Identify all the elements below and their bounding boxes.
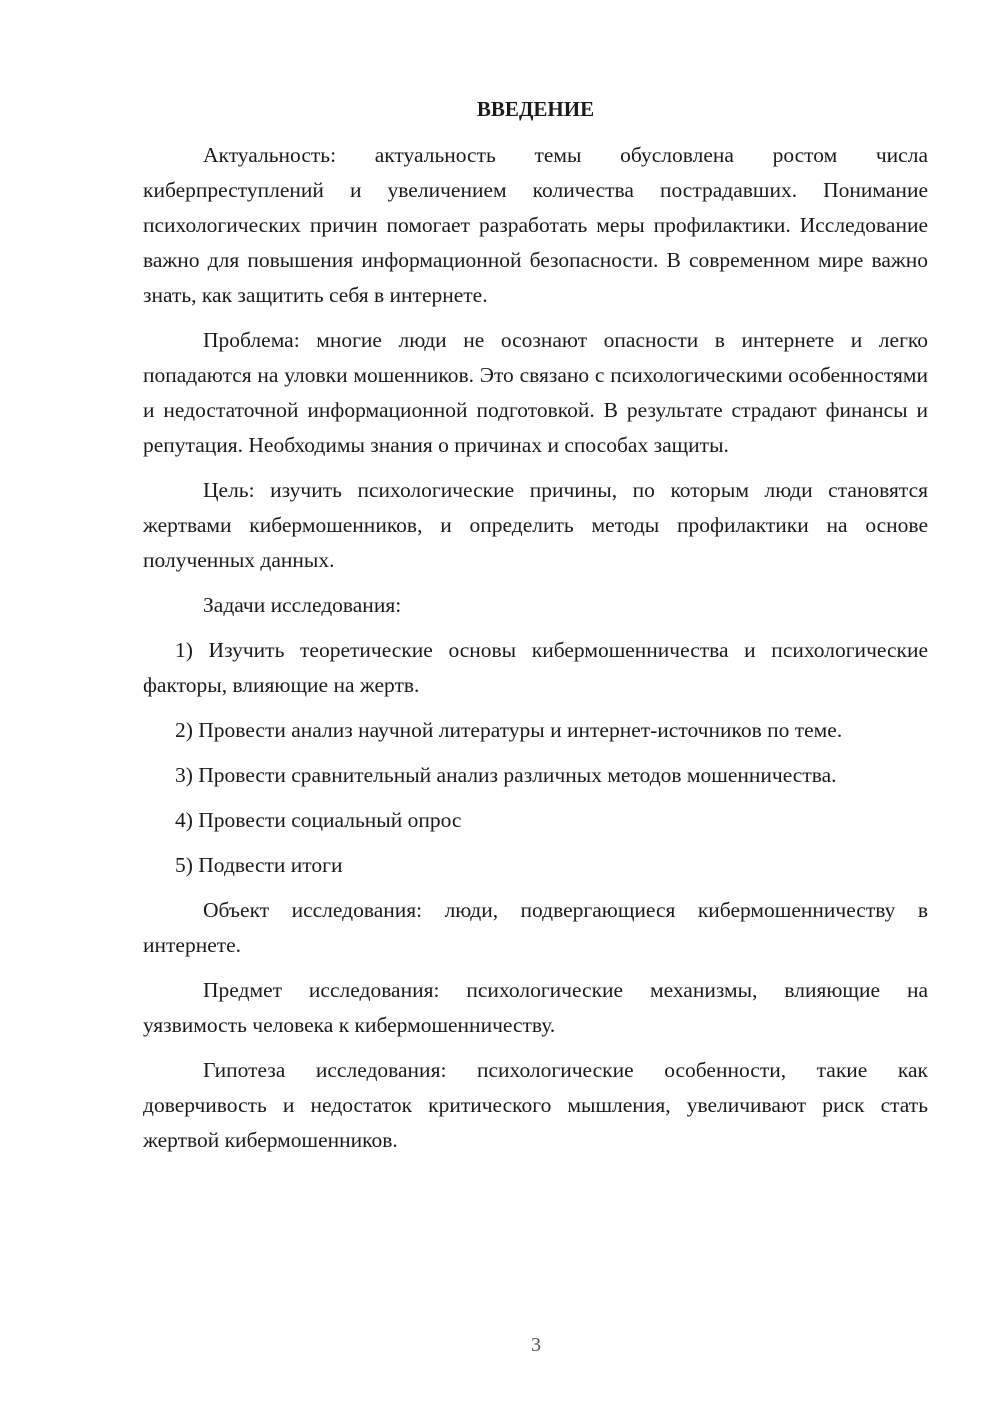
task-item-2: 2) Провести анализ научной литературы и интернет-источников по теме. [175,718,843,742]
page-content [143,92,928,1168]
task-item-5: 5) Подвести итоги [175,853,343,877]
task-item-3: 3) Провести сравнительный анализ различных методов мошенничества. [175,763,837,787]
task-item-1: 1) Изучить теоретические основы кибермошенничества и психологические факторы, влияющие на жертв. [143,638,928,697]
paragraph-relevance: Актуальность: актуальность темы обусловлена ростом числа киберпреступлений и увеличением количества пострадавших. Понимание психологических причин помогает разработать меры профилактики. Исследование важно для повышения информационной безопасности. В современном мире важно знать, как защитить себя в интернете. [143,143,928,307]
task-item-4: 4) Провести социальный опрос [175,808,462,832]
page-number: 3 [531,1334,541,1356]
paragraph-subject: Предмет исследования: психологические механизмы, влияющие на уязвимость человека к кибермошенничеству. [143,978,928,1037]
paragraph-hypothesis: Гипотеза исследования: психологические особенности, такие как доверчивость и недостаток критического мышления, увеличивают риск стать жертвой кибермошенников. [143,1058,928,1152]
paragraph-object: Объект исследования: люди, подвергающиеся кибермошенничеству в интернете. [143,898,928,957]
section-title: ВВЕДЕНИЕ [476,97,595,121]
paragraph-goal: Цель: изучить психологические причины, по которым люди становятся жертвами кибермошенников, и определить методы профилактики на основе полученных данных. [143,478,928,572]
paragraph-problem: Проблема: многие люди не осознают опасности в интернете и легко попадаются на уловки мошенников. Это связано с психологическими особенностями и недостаточной информационной подготовкой. В результате страдают финансы и репутация. Необходимы знания о причинах и способах защиты. [143,328,928,457]
paragraph-tasks-heading: Задачи исследования: [203,593,402,617]
